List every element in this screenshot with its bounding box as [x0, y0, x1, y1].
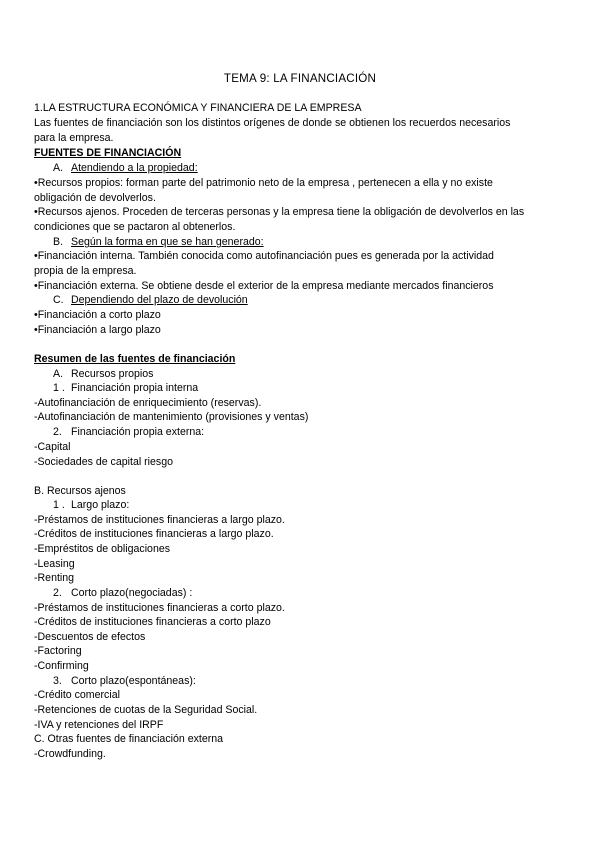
list-text: Corto plazo(negociadas) :: [71, 587, 193, 599]
list-label: C.: [53, 294, 64, 306]
resumen-a-2: [53, 425, 204, 439]
resumen-b-2: [53, 586, 192, 600]
subheading-text: Atendiendo a la propiedad:: [71, 162, 198, 174]
list-label: 2.: [53, 426, 62, 438]
list-label: A.: [53, 162, 64, 174]
fuentes-heading: FUENTES DE FINANCIACIÓN: [34, 147, 182, 159]
paragraph: •Financiación externa. Se obtiene desde el exterior de la empresa mediante mercados financieros: [34, 280, 494, 292]
list-label: 3.: [53, 675, 62, 687]
subheading-text: Según la forma en que se han generado:: [71, 236, 264, 248]
page-title: TEMA 9: LA FINANCIACIÓN: [223, 72, 377, 85]
list-item: -Créditos de instituciones financieras a largo plazo.: [34, 528, 274, 540]
list-item: -Renting: [34, 572, 75, 584]
list-item: -Crowdfunding.: [34, 748, 106, 760]
list-item: -Sociedades de capital riesgo: [34, 456, 173, 468]
resumen-b-1: [53, 498, 129, 512]
paragraph: •Recursos ajenos. Proceden de terceras personas y la empresa tiene la obligación de devolverlos en las: [34, 206, 525, 218]
resumen-a: [53, 367, 153, 381]
list-item: -Factoring: [34, 645, 82, 657]
intro-text: para la empresa.: [34, 132, 114, 144]
resumen-heading: Resumen de las fuentes de financiación: [34, 353, 236, 365]
resumen-a-1: [53, 381, 198, 395]
list-item: -Empréstitos de obligaciones: [34, 543, 171, 555]
list-item: -Préstamos de instituciones financieras a largo plazo.: [34, 514, 285, 526]
list-text: Corto plazo(espontáneas):: [71, 675, 196, 687]
subheading-b: [53, 235, 264, 249]
list-label: 1 .: [53, 382, 65, 394]
paragraph: propia de la empresa.: [34, 265, 137, 277]
list-label: 2.: [53, 587, 62, 599]
paragraph: •Financiación a corto plazo: [34, 309, 161, 321]
list-text: Financiación propia externa:: [71, 426, 205, 438]
paragraph: •Financiación interna. También conocida como autofinanciación pues es generada por la actividad: [34, 250, 494, 262]
section-heading: 1.LA ESTRUCTURA ECONÓMICA Y FINANCIERA DE LA EMPRESA: [34, 102, 362, 114]
resumen-b: B. Recursos ajenos: [34, 485, 126, 497]
subheading-a: [53, 161, 198, 175]
list-label: B.: [53, 236, 64, 248]
list-label: A.: [53, 368, 64, 380]
list-text: Financiación propia interna: [71, 382, 199, 394]
subheading-text: Dependiendo del plazo de devolución: [71, 294, 248, 306]
paragraph: obligación de devolverlos.: [34, 192, 156, 204]
list-item: -Confirming: [34, 660, 89, 672]
list-item: -IVA y retenciones del IRPF: [34, 719, 164, 731]
list-item: -Préstamos de instituciones financieras a corto plazo.: [34, 602, 285, 614]
subheading-c: [53, 293, 248, 307]
list-item: -Créditos de instituciones financieras a corto plazo: [34, 616, 271, 628]
paragraph: •Financiación a largo plazo: [34, 324, 161, 336]
resumen-b-3: [53, 674, 196, 688]
list-item: -Leasing: [34, 558, 75, 570]
paragraph: condiciones que se pactaron al obtenerlos.: [34, 221, 236, 233]
list-text: Recursos propios: [71, 368, 154, 380]
list-item: -Descuentos de efectos: [34, 631, 146, 643]
list-item: -Capital: [34, 441, 71, 453]
list-item: -Autofinanciación de enriquecimiento (reservas).: [34, 397, 262, 409]
paragraph: •Recursos propios: forman parte del patrimonio neto de la empresa , pertenecen a ella y no existe: [34, 177, 493, 189]
list-item: -Retenciones de cuotas de la Seguridad Social.: [34, 704, 258, 716]
resumen-c: C. Otras fuentes de financiación externa: [34, 733, 224, 745]
list-item: -Autofinanciación de mantenimiento (provisiones y ventas): [34, 411, 309, 423]
list-label: 1 .: [53, 499, 65, 511]
intro-text: Las fuentes de financiación son los distintos orígenes de donde se obtienen los recuerdos necesarios: [34, 117, 511, 129]
list-text: Largo plazo:: [71, 499, 130, 511]
list-item: -Crédito comercial: [34, 689, 120, 701]
